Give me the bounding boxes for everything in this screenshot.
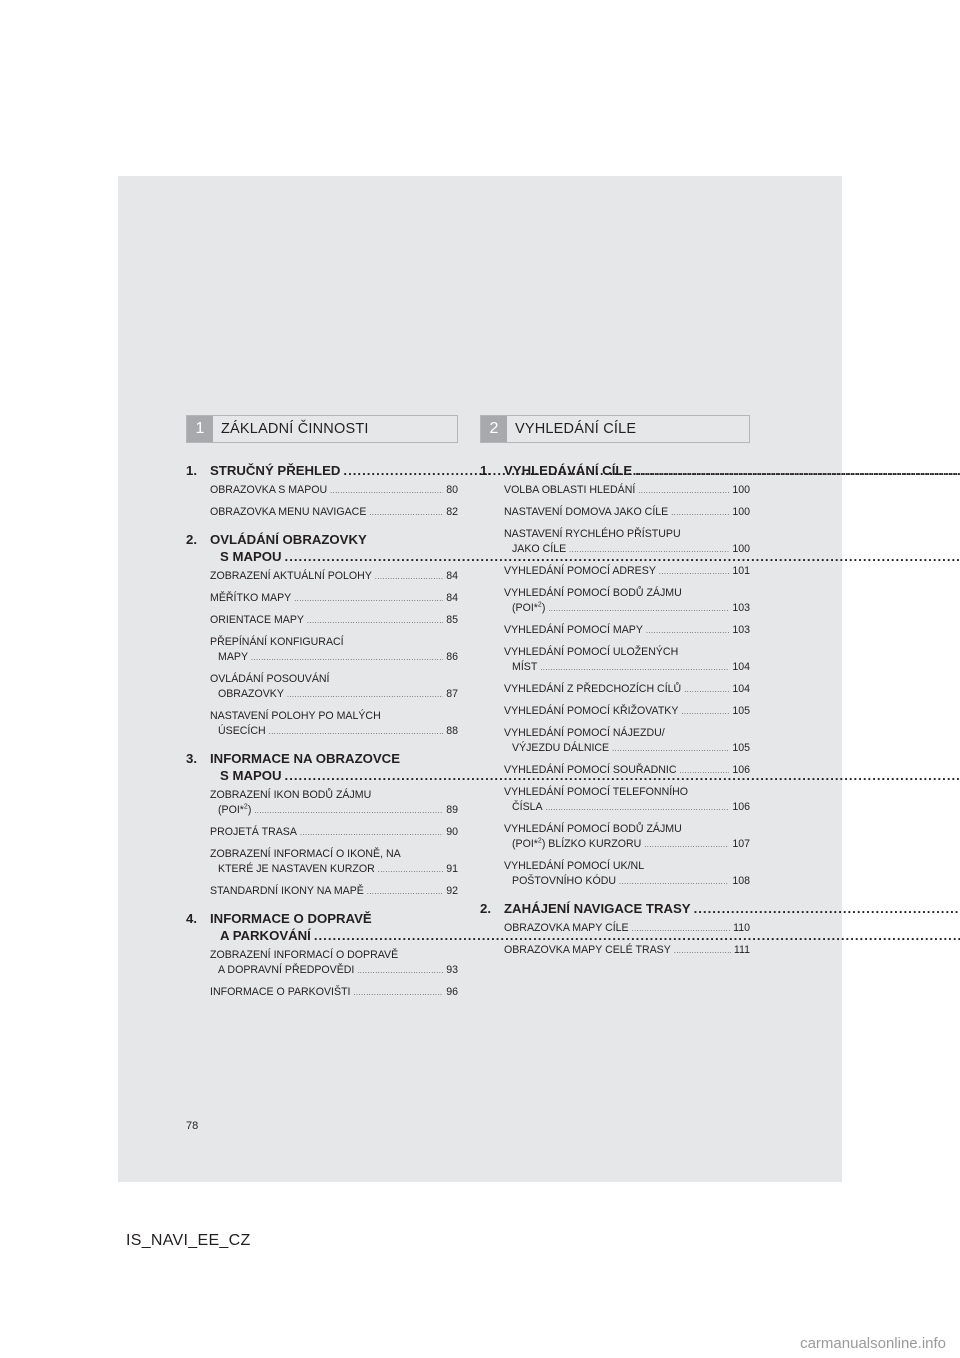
dot-leader <box>353 986 443 1001</box>
toc-entry[interactable] <box>504 564 750 580</box>
toc-column-right <box>480 415 750 969</box>
entry-title: OBRAZOVKA MENU NAVIGACE <box>210 506 367 518</box>
entry-title-continued: MÍST <box>512 661 538 673</box>
dot-leader <box>632 922 730 937</box>
toc-entry[interactable] <box>210 709 458 740</box>
entry-title: OBRAZOVKA S MAPOU <box>210 484 328 496</box>
section-number: 3. <box>186 751 197 766</box>
entry-page: 85 <box>446 614 458 626</box>
entry-title: MĚŘÍTKO MAPY <box>210 592 292 604</box>
section-number: 4. <box>186 911 197 926</box>
entry-title: OBRAZOVKA MAPY CELÉ TRASY <box>504 944 671 956</box>
entry-title: ORIENTACE MAPY <box>210 614 304 626</box>
toc-entry[interactable] <box>210 613 458 629</box>
entry-page: 108 <box>732 875 750 887</box>
toc-entry[interactable] <box>210 505 458 521</box>
dot-leader <box>684 683 729 698</box>
toc-entry[interactable] <box>504 785 750 816</box>
section-title: INFORMACE NA OBRAZOVCE <box>210 751 400 766</box>
toc-entry[interactable] <box>504 527 750 558</box>
dot-leader <box>300 826 443 841</box>
toc-entry[interactable] <box>210 985 458 1001</box>
entry-title: STANDARDNÍ IKONY NA MAPĚ <box>210 885 364 897</box>
toc-column-left <box>186 415 458 1011</box>
section-title-continued: S MAPOU <box>220 549 282 564</box>
toc-entry[interactable] <box>210 635 458 666</box>
entry-page: 84 <box>446 570 458 582</box>
dot-leader <box>548 602 729 617</box>
section-number: 2. <box>186 532 197 547</box>
dot-leader <box>251 651 443 666</box>
toc-section <box>186 531 458 740</box>
entry-page: 89 <box>446 804 458 816</box>
entry-page: 92 <box>446 885 458 897</box>
toc-section <box>480 462 750 890</box>
entry-title: PROJETÁ TRASA <box>210 826 297 838</box>
entry-page: 106 <box>732 801 750 813</box>
entry-page: 106 <box>732 764 750 776</box>
dot-leader <box>378 863 443 878</box>
dot-leader <box>375 570 443 585</box>
chapter-header <box>480 415 750 443</box>
page-number: 78 <box>186 1120 199 1132</box>
toc-entry[interactable] <box>504 645 750 676</box>
entry-page: 104 <box>732 661 750 673</box>
toc-entry[interactable] <box>504 682 750 698</box>
entry-title-continued: (POI*$^2$) <box>512 601 546 614</box>
watermark: carmanualsonline.info <box>800 1335 946 1352</box>
entry-title: OBRAZOVKA MAPY CÍLE <box>504 922 629 934</box>
chapter-title: VYHLEDÁNÍ CÍLE <box>515 421 637 437</box>
toc-entry[interactable] <box>210 884 458 900</box>
entry-title-continued: MAPY <box>218 651 249 663</box>
entry-page: 96 <box>446 986 458 998</box>
entry-title: VYHLEDÁNÍ POMOCÍ KŘIŽOVATKY <box>504 705 679 717</box>
dot-leader <box>369 506 443 521</box>
dot-leader <box>671 506 729 521</box>
section-link[interactable] <box>504 462 960 479</box>
entry-page: 91 <box>446 863 458 875</box>
entry-page: 84 <box>446 592 458 604</box>
entry-title-continued: A DOPRAVNÍ PŘEDPOVĚDI <box>218 964 355 976</box>
entry-page: 104 <box>732 683 750 695</box>
entry-title: VYHLEDÁNÍ POMOCÍ ULOŽENÝCH <box>504 646 679 658</box>
toc-entry[interactable] <box>210 847 458 878</box>
entry-title-continued: VÝJEZDU DÁLNICE <box>512 742 610 754</box>
entry-title-continued: ČÍSLA <box>512 801 543 813</box>
entry-page: 88 <box>446 725 458 737</box>
entry-title-continued: OBRAZOVKY <box>218 688 284 700</box>
dot-leader <box>287 688 443 703</box>
section-title: ZAHÁJENÍ NAVIGACE TRASY <box>504 901 691 916</box>
entry-page: 82 <box>446 506 458 518</box>
entry-title: VYHLEDÁNÍ POMOCÍ TELEFONNÍHO <box>504 786 689 798</box>
entry-title: NASTAVENÍ RYCHLÉHO PŘÍSTUPU <box>504 528 681 540</box>
dot-leader <box>540 661 729 676</box>
entry-title-continued: KTERÉ JE NASTAVEN KURZOR <box>218 863 375 875</box>
toc-entry[interactable] <box>504 921 750 937</box>
toc-entry[interactable] <box>210 788 458 819</box>
toc-section <box>186 462 458 521</box>
section-number: 1. <box>186 463 197 478</box>
dot-leader <box>367 885 443 900</box>
dot-leader <box>254 804 443 819</box>
entry-title: VOLBA OBLASTI HLEDÁNÍ <box>504 484 636 496</box>
entry-title-continued: ÚSECÍCH <box>218 725 266 737</box>
dot-leader <box>681 705 729 720</box>
entry-title: ZOBRAZENÍ IKON BODŮ ZÁJMU <box>210 789 372 801</box>
entry-title: OVLÁDÁNÍ POSOUVÁNÍ <box>210 673 330 685</box>
document-code: IS_NAVI_EE_CZ <box>126 1232 251 1249</box>
toc-entry[interactable] <box>210 591 458 607</box>
section-title-continued: A PARKOVÁNÍ <box>220 928 311 943</box>
toc-entry[interactable] <box>210 948 458 979</box>
entry-page: 80 <box>446 484 458 496</box>
entry-title: VYHLEDÁNÍ Z PŘEDCHOZÍCH CÍLŮ <box>504 683 682 695</box>
entry-title: INFORMACE O PARKOVIŠTI <box>210 986 351 998</box>
chapter-title: ZÁKLADNÍ ČINNOSTI <box>221 421 369 437</box>
entry-title: NASTAVENÍ POLOHY PO MALÝCH <box>210 710 381 722</box>
entry-page: 103 <box>732 602 750 614</box>
entry-page: 105 <box>732 705 750 717</box>
toc-entry[interactable] <box>504 505 750 521</box>
dot-leader <box>674 944 731 959</box>
toc-entry[interactable] <box>504 586 750 617</box>
toc-section <box>186 910 458 1001</box>
dot-leader <box>679 764 729 779</box>
entry-title: VYHLEDÁNÍ POMOCÍ MAPY <box>504 624 643 636</box>
entry-title: VYHLEDÁNÍ POMOCÍ BODŮ ZÁJMU <box>504 823 682 835</box>
dot-leader <box>612 742 729 757</box>
entry-page: 100 <box>732 543 750 555</box>
dot-leader <box>659 565 729 580</box>
entry-page: 90 <box>446 826 458 838</box>
entry-title-continued: (POI*$^2$) <box>218 803 252 816</box>
toc-entry[interactable] <box>504 623 750 639</box>
entry-page: 101 <box>732 565 750 577</box>
toc-entry[interactable] <box>504 822 750 853</box>
dot-leader <box>307 614 443 629</box>
dot-leader <box>638 484 729 499</box>
section-number: 1. <box>480 463 491 478</box>
dot-leader <box>644 838 729 853</box>
chapter-header <box>186 415 458 443</box>
dot-leader <box>635 462 960 479</box>
entry-title-continued: JAKO CÍLE <box>512 543 567 555</box>
toc-entry[interactable] <box>504 704 750 720</box>
entry-page: 100 <box>732 506 750 518</box>
section-title: STRUČNÝ PŘEHLED <box>210 463 341 478</box>
entry-page: 100 <box>732 484 750 496</box>
section-number: 2. <box>480 901 491 916</box>
entry-title-continued: POŠTOVNÍHO KÓDU <box>512 875 616 887</box>
dot-leader <box>619 875 729 890</box>
entry-page: 105 <box>732 742 750 754</box>
entry-title: ZOBRAZENÍ AKTUÁLNÍ POLOHY <box>210 570 372 582</box>
entry-page: 93 <box>446 964 458 976</box>
toc-entry[interactable] <box>210 825 458 841</box>
section-title-continued: S MAPOU <box>220 768 282 783</box>
section-title: INFORMACE O DOPRAVĚ <box>210 911 372 926</box>
dot-leader <box>294 592 443 607</box>
entry-title: VYHLEDÁNÍ POMOCÍ ADRESY <box>504 565 656 577</box>
toc-entry[interactable] <box>210 483 458 499</box>
entry-page: 111 <box>733 944 750 956</box>
dot-leader <box>694 900 960 917</box>
section-title: VYHLEDÁVÁNÍ CÍLE <box>504 463 633 478</box>
entry-title: VYHLEDÁNÍ POMOCÍ SOUŘADNIC <box>504 764 677 776</box>
section-link[interactable] <box>504 900 960 917</box>
section-title: OVLÁDÁNÍ OBRAZOVKY <box>210 532 367 547</box>
entry-page: 110 <box>733 922 750 934</box>
entry-page: 103 <box>732 624 750 636</box>
dot-leader <box>357 964 443 979</box>
entry-title: ZOBRAZENÍ INFORMACÍ O DOPRAVĚ <box>210 949 399 961</box>
entry-page: 86 <box>446 651 458 663</box>
toc-entry[interactable] <box>210 569 458 585</box>
entry-title: ZOBRAZENÍ INFORMACÍ O IKONĚ, NA <box>210 848 401 860</box>
dot-leader <box>546 801 730 816</box>
toc-entry[interactable] <box>210 672 458 703</box>
entry-title: VYHLEDÁNÍ POMOCÍ NÁJEZDU/ <box>504 727 665 739</box>
dot-leader <box>330 484 443 499</box>
entry-title: PŘEPÍNÁNÍ KONFIGURACÍ <box>210 636 344 648</box>
chapter-number: 2 <box>481 416 507 442</box>
dot-leader <box>569 543 729 558</box>
dot-leader <box>646 624 729 639</box>
entry-title: VYHLEDÁNÍ POMOCÍ UK/NL <box>504 860 645 872</box>
toc-entry[interactable] <box>504 483 750 499</box>
toc-entry[interactable] <box>504 943 750 959</box>
dot-leader <box>269 725 444 740</box>
entry-title: NASTAVENÍ DOMOVA JAKO CÍLE <box>504 506 669 518</box>
chapter-number: 1 <box>187 416 213 442</box>
toc-entry[interactable] <box>504 859 750 890</box>
entry-page: 107 <box>732 838 750 850</box>
entry-page: 87 <box>446 688 458 700</box>
toc-entry[interactable] <box>504 763 750 779</box>
entry-title: VYHLEDÁNÍ POMOCÍ BODŮ ZÁJMU <box>504 587 682 599</box>
toc-entry[interactable] <box>504 726 750 757</box>
toc-section <box>480 900 750 959</box>
toc-section <box>186 750 458 900</box>
entry-title-continued: (POI*$^2$) BLÍZKO KURZORU <box>512 837 642 850</box>
